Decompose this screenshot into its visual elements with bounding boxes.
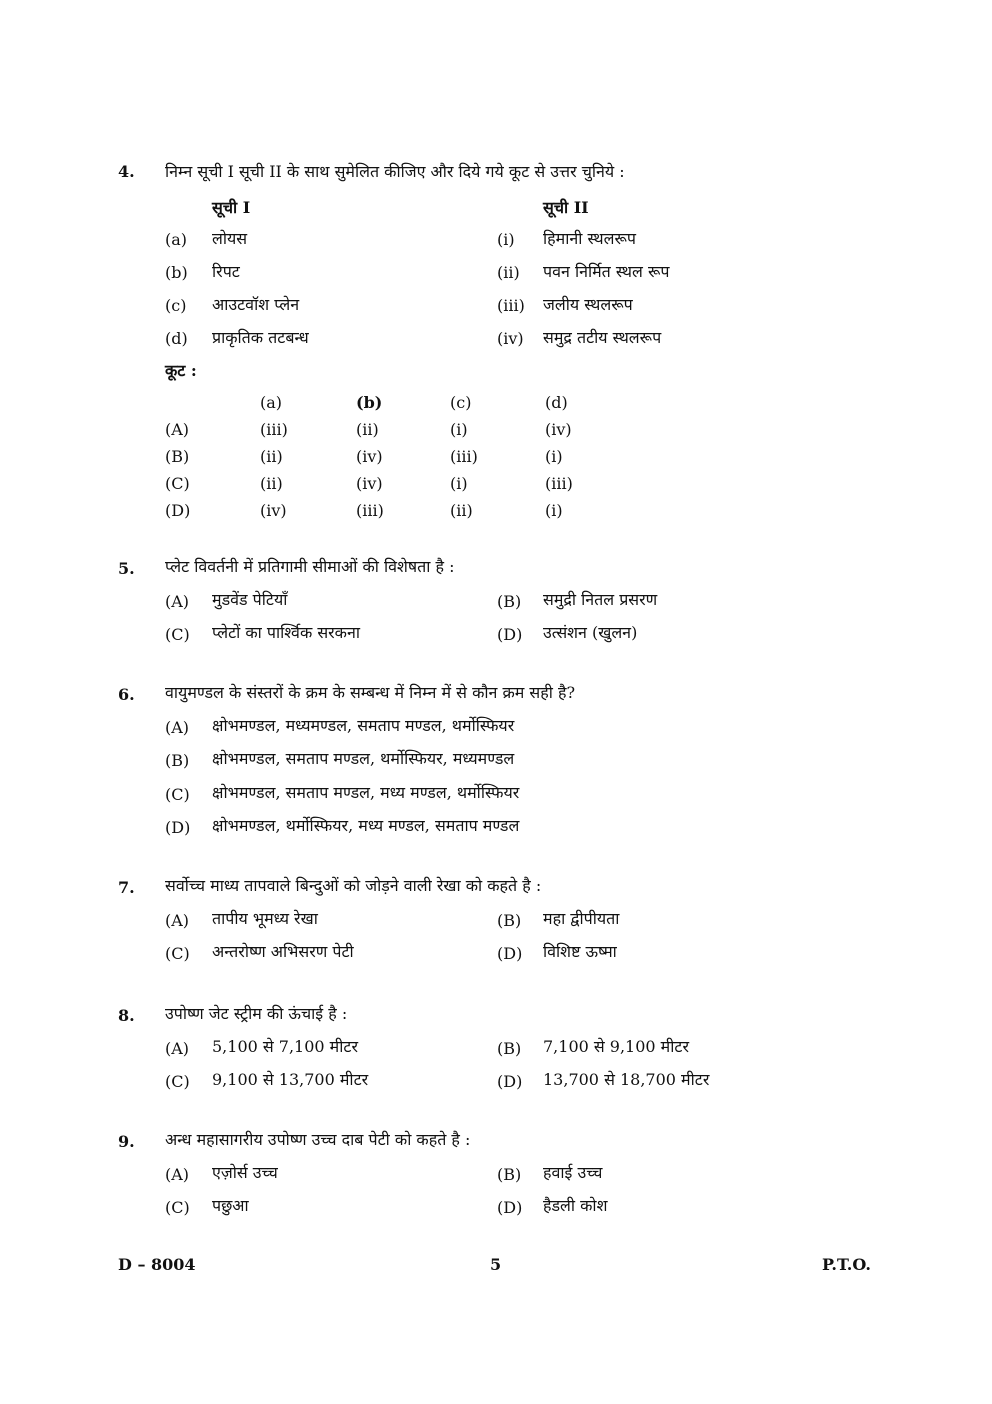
list1-item-label: (a) <box>165 230 188 249</box>
question-number: 6. <box>118 685 135 704</box>
list1-item-text: लोयस <box>212 229 248 248</box>
option-text: 5,100 से 7,100 मीटर <box>212 1037 359 1056</box>
code-value: (ii) <box>356 420 379 439</box>
option-label: (C) <box>165 944 190 963</box>
list2-item-label: (ii) <box>497 263 520 282</box>
list1-item-text: रिपट <box>212 262 240 281</box>
list2-item-text: जलीय स्थलरूप <box>543 295 633 314</box>
option-label: (D) <box>165 818 191 837</box>
option-text: क्षोभमण्डल, थर्मोस्फियर, मध्य मण्डल, समताप मण्डल <box>212 816 520 835</box>
pto-label: P.T.O. <box>822 1255 871 1274</box>
code-value: (i) <box>450 474 468 493</box>
paper-code: D – 8004 <box>118 1255 196 1274</box>
code-header: (c) <box>450 393 472 412</box>
option-text: क्षोभमण्डल, समताप मण्डल, थर्मोस्फियर, मध्यमण्डल <box>212 749 515 768</box>
option-label: (B) <box>165 751 190 770</box>
option-text: क्षोभमण्डल, मध्यमण्डल, समताप मण्डल, थर्मोस्फियर <box>212 716 515 735</box>
option-text: हैडली कोश <box>543 1196 608 1215</box>
code-option: (C) <box>165 474 190 493</box>
code-value: (iv) <box>545 420 572 439</box>
option-label: (A) <box>165 718 190 737</box>
option-label: (B) <box>497 911 522 930</box>
code-header: (d) <box>545 393 568 412</box>
option-label: (D) <box>497 1198 523 1217</box>
code-value: (iii) <box>356 501 384 520</box>
code-value: (iv) <box>356 447 383 466</box>
code-option: (D) <box>165 501 191 520</box>
code-option: (B) <box>165 447 190 466</box>
list2-item-label: (iii) <box>497 296 525 315</box>
option-text: उत्संशन (खुलन) <box>543 623 638 642</box>
list2-item-text: हिमानी स्थलरूप <box>543 229 636 248</box>
question-number: 7. <box>118 878 135 897</box>
option-label: (D) <box>497 625 523 644</box>
code-value: (i) <box>545 501 563 520</box>
question-stem: उपोष्ण जेट स्ट्रीम की ऊंचाई है : <box>165 1004 348 1023</box>
option-text: एज़ोर्स उच्च <box>212 1163 278 1182</box>
option-text: महा द्वीपीयता <box>543 909 620 928</box>
option-text: समुद्री नितल प्रसरण <box>543 590 658 609</box>
code-value: (iv) <box>356 474 383 493</box>
page-number: 5 <box>490 1255 502 1274</box>
list1-item-text: आउटवॉश प्लेन <box>212 295 300 314</box>
code-value: (iii) <box>450 447 478 466</box>
option-text: मुडवेंड पेटियाँ <box>212 590 288 609</box>
option-text: तापीय भूमध्य रेखा <box>212 909 318 928</box>
question-number: 5. <box>118 559 135 578</box>
list2-item-text: समुद्र तटीय स्थलरूप <box>543 328 662 347</box>
option-label: (B) <box>497 1039 522 1058</box>
option-label: (C) <box>165 785 190 804</box>
option-label: (A) <box>165 911 190 930</box>
option-label: (A) <box>165 592 190 611</box>
list1-heading: सूची I <box>212 198 251 217</box>
option-label: (C) <box>165 1198 190 1217</box>
option-label: (B) <box>497 592 522 611</box>
question-number: 9. <box>118 1132 135 1151</box>
list1-item-text: प्राकृतिक तटबन्ध <box>212 328 309 347</box>
option-text: 13,700 से 18,700 मीटर <box>543 1070 710 1089</box>
option-label: (C) <box>165 1072 190 1091</box>
option-text: 7,100 से 9,100 मीटर <box>543 1037 690 1056</box>
code-value: (i) <box>450 420 468 439</box>
option-label: (A) <box>165 1165 190 1184</box>
code-value: (iii) <box>260 420 288 439</box>
list1-item-label: (b) <box>165 263 188 282</box>
code-value: (iii) <box>545 474 573 493</box>
question-stem: निम्न सूची I सूची II के साथ सुमेलित कीजिए और दिये गये कूट से उत्तर चुनिये : <box>165 162 625 181</box>
code-value: (ii) <box>450 501 473 520</box>
code-value: (ii) <box>260 474 283 493</box>
option-label: (D) <box>497 1072 523 1091</box>
option-text: क्षोभमण्डल, समताप मण्डल, मध्य मण्डल, थर्मोस्फियर <box>212 783 520 802</box>
question-stem: प्लेट विवर्तनी में प्रतिगामी सीमाओं की विशेषता है : <box>165 557 455 576</box>
option-label: (C) <box>165 625 190 644</box>
option-text: पछुआ <box>212 1196 249 1215</box>
option-text: 9,100 से 13,700 मीटर <box>212 1070 369 1089</box>
list2-item-label: (i) <box>497 230 515 249</box>
list1-item-label: (d) <box>165 329 188 348</box>
option-text: अन्तरोष्ण अभिसरण पेटी <box>212 942 354 961</box>
code-value: (i) <box>545 447 563 466</box>
option-label: (B) <box>497 1165 522 1184</box>
code-header: (a) <box>260 393 283 412</box>
question-stem: सर्वोच्च माध्य तापवाले बिन्दुओं को जोड़ने वाली रेखा को कहते है : <box>165 876 542 895</box>
option-label: (D) <box>497 944 523 963</box>
option-text: प्लेटों का पार्श्विक सरकना <box>212 623 360 642</box>
list2-heading: सूची II <box>543 198 589 217</box>
option-label: (A) <box>165 1039 190 1058</box>
option-text: हवाई उच्च <box>543 1163 603 1182</box>
list2-item-label: (iv) <box>497 329 524 348</box>
codes-label: कूट : <box>165 361 197 380</box>
list1-item-label: (c) <box>165 296 187 315</box>
list2-item-text: पवन निर्मित स्थल रूप <box>543 262 670 281</box>
code-option: (A) <box>165 420 190 439</box>
question-number: 4. <box>118 162 135 181</box>
code-header: (b) <box>356 393 383 412</box>
question-stem: अन्ध महासागरीय उपोष्ण उच्च दाब पेटी को कहते है : <box>165 1130 471 1149</box>
option-text: विशिष्ट ऊष्मा <box>543 942 617 961</box>
question-stem: वायुमण्डल के संस्तरों के क्रम के सम्बन्ध में निम्न में से कौन क्रम सही है? <box>165 683 576 702</box>
code-value: (iv) <box>260 501 287 520</box>
question-number: 8. <box>118 1006 135 1025</box>
code-value: (ii) <box>260 447 283 466</box>
